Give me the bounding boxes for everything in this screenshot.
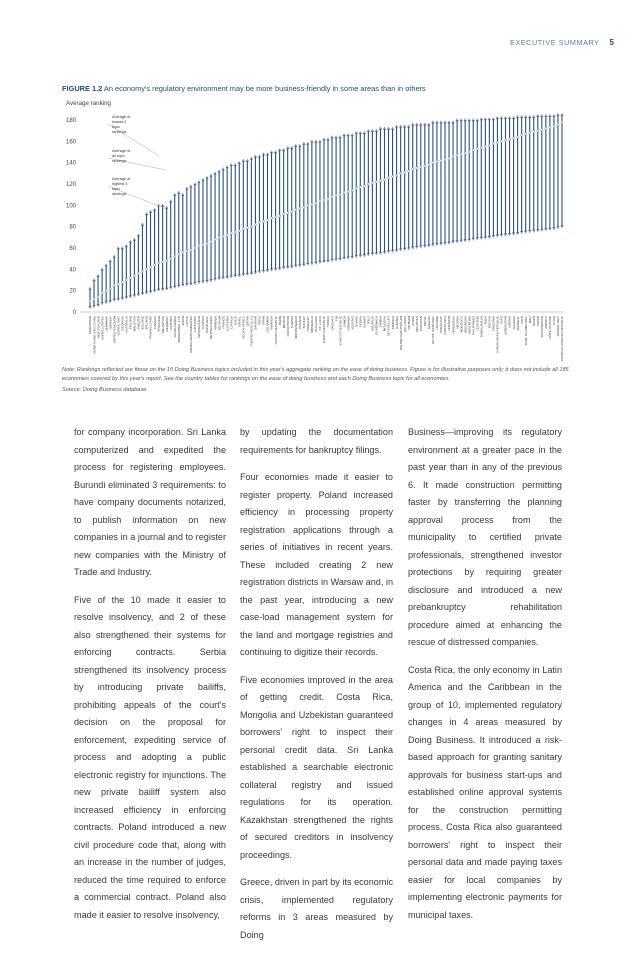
economy-label: UNITED KINGDOM [112, 316, 117, 344]
economy-label: BULGARIA [314, 316, 319, 332]
avg-marker [319, 199, 321, 202]
economy-label: GREECE [427, 316, 432, 330]
avg-marker [399, 172, 401, 175]
avg-marker [420, 165, 422, 168]
economy-label: UNITED STATES [100, 316, 105, 340]
avg-marker [238, 229, 240, 232]
avg-marker [343, 191, 345, 194]
avg-marker [549, 126, 551, 129]
economy-label: PHILIPPINES [471, 316, 476, 336]
economy-label: RWANDA [269, 316, 274, 330]
paragraph: Five of the 10 made it easier to resolve insolvency, and 2 of these also strengthened their systems for enforcing contracts. Serbia strengthened its insolvency process by introducing private bailiffs, prohibiting appeals of the court's decision on the proposal for enforcement, expediting service of process and adopting a public electronic registry for injunctions. The new private bailiff system also increased efficiency in enforcing contracts. Poland introduced a new civil procedure code that, along with an increase in the number of judges, reduced the time required to enforce a commercial contract. Poland also made it easier to resolve insolvency, [74, 594, 226, 920]
avg-marker [412, 167, 414, 170]
avg-marker [363, 185, 365, 188]
avg-marker [186, 250, 188, 253]
avg-marker [89, 300, 91, 303]
economy-label: NETHERLANDS [209, 316, 214, 340]
y-tick-label: 120 [65, 182, 76, 188]
economy-label: ITALY [366, 316, 371, 325]
economy-label: MONGOLIA [310, 316, 315, 333]
avg-marker [234, 230, 236, 233]
economy-label: GHANA [354, 316, 359, 328]
economy-label: SRI LANKA [402, 316, 407, 333]
economy-label: SLOVENIA [225, 316, 230, 332]
economy-label: OMAN [277, 316, 282, 326]
avg-marker [520, 133, 522, 136]
economy-label: CANADA [152, 316, 157, 329]
avg-marker [339, 193, 341, 196]
avg-marker [371, 181, 373, 184]
economy-label: MALAYSIA [132, 316, 137, 332]
economy-label: UKRAINE [435, 316, 440, 330]
avg-marker [101, 291, 103, 294]
avg-marker [194, 246, 196, 249]
economy-label: GUATEMALA [374, 316, 379, 335]
paragraph: Costa Rica, the only economy in Latin America and the Caribbean in the group of 10, implemented regulatory changes in 4 areas measured by Doing Business. It introduced a risk-based approach for granting sanitary approvals for business start-ups and established online approval systems for the construction permitting process. Costa Rica also guaranteed borrowers' right to inspect their personal data and made paying taxes easier for local companies by implementing electronic payments for municipal taxes. [408, 664, 562, 920]
avg-marker [133, 274, 135, 277]
economy-label: BAHRAIN [253, 316, 258, 330]
economy-label: SLOVAK REPUBLIC [273, 316, 278, 345]
legend-label-cont: all topic [112, 154, 125, 158]
paragraph: Greece, driven in part by its economic crisis, implemented regulatory reforms in 3 areas measured by Doing [240, 877, 393, 940]
avg-marker [529, 131, 531, 134]
avg-marker [295, 208, 297, 211]
figure-source: Source: Doing Business database. [62, 387, 148, 393]
avg-marker [242, 227, 244, 230]
economy-label: ANGOLA [544, 316, 549, 329]
economy-label: CÔTE D'IVOIRE [548, 316, 553, 339]
avg-marker [512, 137, 514, 140]
economy-label: GERMANY [164, 316, 169, 332]
avg-marker [206, 242, 208, 245]
economy-label: JAPAN [180, 316, 185, 326]
economy-label: ALGERIA [511, 316, 516, 330]
avg-marker [460, 153, 462, 156]
legend-label-cont: highest 3 [112, 182, 128, 186]
economy-label: ESTONIA [168, 316, 173, 330]
economy-label: CENTRAL AFRICAN REPUBLIC [560, 316, 565, 361]
economy-label: SAMOA [342, 316, 347, 328]
avg-marker [129, 276, 131, 279]
economy-label: QATAR [245, 316, 250, 327]
avg-marker [541, 128, 543, 131]
y-axis-title: Average ranking [66, 100, 111, 107]
economy-label: KAZAKHSTAN [285, 316, 290, 337]
page-number: 5 [609, 38, 614, 47]
running-header [510, 38, 614, 47]
economy-label: SEYCHELLES [386, 316, 391, 337]
avg-marker [464, 151, 466, 154]
economy-label: CHINA [410, 316, 415, 326]
avg-marker [468, 150, 470, 153]
economy-label: ALBANIA [394, 316, 399, 330]
y-tick-label: 140 [65, 160, 76, 167]
paragraph: by updating the documentation requirements for bankruptcy filings. [240, 427, 393, 455]
avg-marker [508, 138, 510, 141]
avg-marker [246, 226, 248, 229]
body-column-1 [74, 424, 226, 934]
economy-label: LITHUANIA [193, 316, 198, 333]
economy-label: SENEGAL [515, 316, 520, 331]
paragraph: Four economies made it easier to register property. Poland increased efficiency in processing property registration applications through a series of initiatives in recent years. These included creating 2 new registration districts in Warsaw and, in the past year, introducing a new case-load management system for the land and mortgage registries and continuing to digitize their records. [240, 472, 393, 657]
avg-marker [484, 145, 486, 148]
economy-label: ZAMBIA [378, 316, 383, 328]
economy-label: BRUNEI DARUSSALAM [398, 316, 403, 350]
economy-label: PORTUGAL [205, 316, 210, 333]
economy-label: TURKEY [302, 316, 307, 329]
avg-marker [157, 261, 159, 264]
economy-label: UNITED ARAB EMIRATES [189, 316, 194, 354]
avg-marker [561, 121, 563, 124]
y-tick-label: 60 [69, 246, 76, 252]
economy-label: KUWAIT [362, 316, 367, 328]
economy-label: PERU [257, 316, 262, 325]
economy-label: ICELAND [140, 316, 145, 330]
avg-marker [125, 278, 127, 281]
avg-marker [254, 223, 256, 226]
avg-marker [174, 255, 176, 258]
avg-marker [347, 190, 349, 193]
avg-marker [230, 231, 232, 234]
economy-label: LESOTHO [475, 316, 480, 331]
paragraph: Five economies improved in the area of getting credit. Costa Rica, Mongolia and Uzbekistan guaranteed borrowers' right to inspect their personal credit data. Sri Lanka established a searchable electronic collateral registry and issued regulations for its operation. Kazakhstan strengthened the rights of secured creditors in insolvency proceedings. [240, 674, 393, 860]
economy-label: IRELAND [144, 316, 149, 330]
economy-label: CONGO, REP. [556, 316, 561, 337]
avg-marker [335, 194, 337, 197]
section-title: EXECUTIVE SUMMARY [510, 38, 600, 47]
y-tick-label: 40 [69, 267, 76, 274]
avg-marker [109, 287, 111, 290]
avg-marker [504, 139, 506, 142]
avg-marker [492, 142, 494, 145]
economy-label: KOSOVO [350, 316, 355, 330]
paragraph: Business—improving its regulatory environment at a greater pace in the past year than in any of the previous 6. It made construction permitting faster by transferring the planning approval process from the municipality to certified private professionals, strengthened investor protections by requiring greater disclosure and introduced a new prebankruptcy rehabilitation procedure aimed at enhancing the rescue of distressed companies. [408, 427, 562, 647]
y-tick-label: 80 [69, 224, 76, 231]
avg-marker [476, 147, 478, 150]
avg-marker [258, 221, 260, 224]
economy-label: JAMAICA [390, 316, 395, 330]
avg-marker [214, 238, 216, 241]
economy-label: UZBEKISTAN [503, 316, 508, 336]
figure-caption: An economy's regulatory environment may be more business-friendly in some areas than in others [103, 84, 426, 93]
avg-marker [311, 203, 313, 206]
economy-label: INDIA [483, 316, 488, 325]
avg-marker [387, 176, 389, 179]
y-tick-label: 20 [69, 288, 76, 295]
economy-label: LEBANON [447, 316, 452, 331]
economy-label: HUNGARY [306, 316, 311, 332]
legend-label-cont: lowest 3 [112, 120, 126, 124]
legend-label: Average of [112, 115, 131, 119]
legend-label: Average of [112, 177, 131, 181]
avg-marker [383, 178, 385, 181]
economy-label: SWEDEN [136, 316, 141, 330]
economy-label: IRAQ [499, 316, 504, 324]
avg-marker [299, 207, 301, 210]
economy-label: NIGER [531, 316, 536, 326]
avg-marker [93, 298, 95, 301]
avg-marker [121, 281, 123, 284]
economy-label: PARAGUAY [439, 316, 444, 333]
economy-label: BOLIVIA [487, 316, 492, 329]
legend-label-cont: rankings [112, 192, 127, 196]
economy-label: LATVIA [185, 316, 190, 327]
economy-label: ISRAEL [237, 316, 242, 328]
avg-marker [137, 272, 139, 275]
avg-marker [440, 159, 442, 162]
economy-label: MAURITIUS [160, 316, 165, 334]
avg-marker [250, 225, 252, 228]
avg-marker [178, 253, 180, 256]
avg-marker [161, 260, 163, 263]
avg-marker [262, 220, 264, 223]
avg-marker [351, 189, 353, 192]
y-tick-label: 0 [72, 310, 76, 316]
economy-label: FIJI [334, 316, 339, 322]
avg-marker [202, 243, 204, 246]
economy-label: BANGLADESH [479, 316, 484, 338]
figure-label: FIGURE 1.2 [62, 84, 103, 93]
avg-marker [145, 268, 147, 271]
avg-marker [117, 283, 119, 286]
economy-label: LIBERIA [507, 316, 512, 328]
avg-marker [270, 217, 272, 220]
economy-label: BELGIUM [217, 316, 222, 330]
avg-marker [448, 157, 450, 160]
avg-marker [307, 204, 309, 207]
avg-marker [516, 135, 518, 138]
economy-label: PAKISTAN [418, 316, 423, 331]
avg-marker [456, 154, 458, 157]
economy-label: HAITI [519, 316, 524, 324]
avg-marker [97, 295, 99, 298]
avg-marker [545, 127, 547, 130]
avg-marker [169, 257, 171, 260]
economy-label: AUSTRIA [201, 316, 206, 330]
economy-label: CHILE [233, 316, 238, 326]
avg-marker [403, 171, 405, 174]
economy-label: INDONESIA [463, 316, 468, 334]
economy-label: ARMENIA [213, 316, 218, 331]
avg-marker [105, 289, 107, 292]
economy-label: ROMANIA [346, 316, 351, 331]
economy-label: AUSTRALIA [124, 316, 129, 334]
economy-label: FRANCE [221, 316, 226, 329]
avg-marker [222, 235, 224, 238]
figure-title [62, 84, 426, 93]
economy-label: SERBIA [358, 316, 363, 328]
economy-label: KYRGYZ REPUBLIC [338, 316, 343, 346]
legend-label-cont: topic [112, 125, 121, 129]
economy-label: SAUDI ARABIA [172, 316, 177, 338]
y-tick-label: 160 [65, 139, 76, 146]
avg-marker [391, 175, 393, 178]
economy-label: VANUATU [330, 316, 335, 331]
economy-label: CZECH REPUBLIC [322, 316, 327, 343]
economy-label: TANZANIA [491, 316, 496, 332]
avg-marker [323, 198, 325, 201]
avg-marker [182, 251, 184, 254]
economy-label: MONTENEGRO [293, 316, 298, 339]
economy-label: BENIN [535, 316, 540, 326]
legend-label-cont: topic [112, 187, 121, 191]
avg-marker [315, 202, 317, 205]
economy-label: HONDURAS [451, 316, 456, 334]
avg-marker [533, 130, 535, 133]
economy-label: TONGA [326, 316, 331, 327]
ranking-chart [54, 108, 574, 364]
body-column-2 [240, 424, 393, 954]
avg-marker [331, 195, 333, 198]
avg-marker [113, 284, 115, 287]
avg-marker [488, 144, 490, 147]
avg-marker [452, 155, 454, 158]
economy-label: ST. LUCIA [318, 316, 323, 331]
legend-label-cont: rankings [112, 130, 127, 134]
legend-label-cont: rankings [112, 159, 127, 163]
avg-marker [165, 259, 167, 262]
avg-marker [359, 186, 361, 189]
economy-label: EGYPT, ARAB REP. [431, 316, 436, 344]
avg-marker [557, 123, 559, 126]
economy-label: NEPAL [423, 316, 428, 326]
economy-label: NEW ZEALAND [96, 316, 101, 339]
avg-marker [149, 266, 151, 269]
avg-marker [432, 161, 434, 164]
avg-marker [367, 182, 369, 185]
avg-marker [395, 174, 397, 177]
economy-label: ARGENTINA [467, 316, 472, 335]
economy-label: PUERTO RICO (U.S.) [249, 316, 254, 347]
legend-label: Average of [112, 149, 131, 153]
economy-label: DENMARK [104, 316, 109, 332]
avg-marker [291, 210, 293, 213]
avg-marker [355, 187, 357, 190]
avg-marker [210, 240, 212, 243]
avg-marker [266, 219, 268, 222]
economy-label: MEXICO [281, 316, 286, 329]
y-tick-label: 100 [65, 203, 76, 210]
economy-label: GEORGIA [120, 316, 125, 331]
avg-marker [153, 263, 155, 266]
economy-label: HONG KONG SAR, CHINA [92, 316, 97, 354]
economy-label: CHAD [552, 316, 557, 325]
figure-note: Note: Rankings reflected are those on the 10 Doing Business topics included in this year's aggregate ranking on the ease of doing business. Figure is for illustrative purposes only; it does not include all 185 economies covered by this year's report. See the country tables for rankings on the ease of doing business and each Doing Business topic for all economies. [62, 367, 569, 382]
avg-marker [553, 125, 555, 128]
avg-marker [375, 180, 377, 183]
avg-marker [537, 129, 539, 132]
avg-marker [141, 270, 143, 273]
y-tick-label: 180 [65, 118, 76, 124]
avg-marker [190, 249, 192, 252]
avg-marker [278, 214, 280, 217]
avg-marker [416, 166, 418, 169]
economy-label: TUNISIA [289, 316, 294, 329]
avg-marker [436, 160, 438, 163]
economy-label: COSTA RICA [443, 316, 448, 335]
economy-label: SYRIAN ARAB REPUBLIC [495, 316, 500, 353]
avg-marker [198, 244, 200, 247]
avg-marker [472, 148, 474, 151]
avg-marker [282, 212, 284, 215]
avg-marker [444, 158, 446, 161]
avg-marker [407, 170, 409, 173]
avg-marker [524, 132, 526, 135]
economy-label: THAILAND [156, 316, 161, 332]
economy-label: SPAIN [261, 316, 266, 326]
economy-label: KOREA, REP. [116, 316, 121, 336]
avg-marker [303, 206, 305, 209]
avg-marker [274, 215, 276, 218]
economy-label: VIETNAM [406, 316, 411, 330]
economy-label: MACEDONIA, FYR [176, 316, 181, 343]
avg-marker [424, 164, 426, 167]
avg-marker [327, 197, 329, 200]
economy-label: BELARUS [370, 316, 375, 331]
economy-label: IRAN, ISLAMIC REP. [523, 316, 528, 346]
economy-label: MOROCCO [459, 316, 464, 333]
economy-label: SOUTH AFRICA [241, 316, 246, 339]
economy-label: MALI [527, 316, 532, 324]
avg-marker [379, 179, 381, 182]
economy-label: SWITZERLAND [197, 316, 202, 339]
avg-marker [496, 141, 498, 144]
avg-marker [218, 236, 220, 239]
paragraph: for company incorporation. Sri Lanka computerized and expedited the process for registering employees. Burundi eliminated 3 requirements: to have company documents notarized, to publish information on new companies in a journal and to register new companies with the Ministry of Trade and Industry. [74, 427, 226, 577]
economy-label: TAIWAN, CHINA [148, 316, 153, 340]
avg-marker [286, 211, 288, 214]
avg-marker [480, 146, 482, 149]
economy-label: POLAND [297, 316, 302, 329]
economy-label: NIGERIA [455, 316, 460, 329]
avg-marker [226, 234, 228, 237]
economy-label: FINLAND [128, 316, 133, 330]
economy-label: MALDIVES [414, 316, 419, 332]
economy-label: SINGAPORE [88, 316, 93, 335]
body-column-3 [408, 424, 562, 934]
avg-marker [428, 163, 430, 166]
economy-label: MOLDOVA [382, 316, 387, 332]
economy-label: CYPRUS [229, 316, 234, 329]
avg-marker [500, 140, 502, 143]
economy-label: NORWAY [108, 316, 113, 330]
economy-label: AFGHANISTAN [540, 316, 545, 338]
economy-label: COLOMBIA [265, 316, 270, 333]
